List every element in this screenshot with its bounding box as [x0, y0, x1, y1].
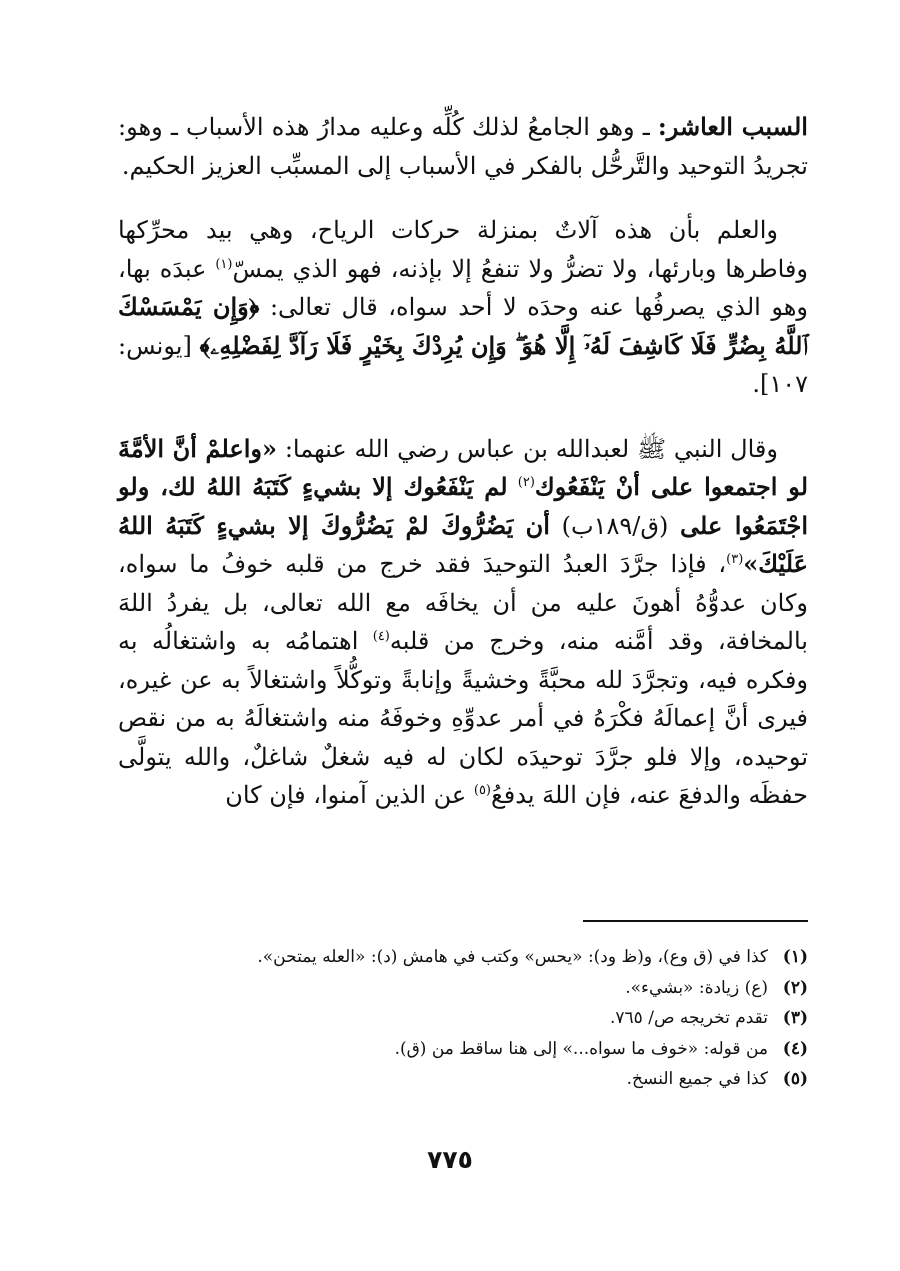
footnote-text: كذا في جميع النسخ.: [626, 1069, 768, 1089]
page-body: [118, 108, 809, 1089]
footnote-number: (١): [782, 947, 808, 967]
footnote-ref-5[interactable]: (٥): [473, 783, 491, 798]
paragraph-knowledge: [118, 211, 808, 404]
footnote-text: (ع) زيادة: «بشيء».: [625, 977, 768, 998]
reason-ten-text: ـ وهو الجامعُ لذلك كُلِّه وعليه مدارُ هذه الأسباب ـ وهو: تجريدُ التوحيد والتَّرحُّل بالفكر في الأسباب إلى المسبِّب العزيز الحكيم.: [118, 113, 808, 180]
knowledge-text-1: والعلم بأن هذه آلاتٌ بمنزلة حركات الرياح، وهي بيد محرِّكها وفاطرها وبارئها، ولا تضرُّ ولا تنفعُ إلا بإذنه، فهو الذي يمسّ: [118, 216, 808, 283]
footnote-item: [118, 1003, 808, 1034]
manuscript-marker: (ق/١٨٩ب): [561, 511, 669, 540]
hadith-commentary-1: ، فإذا جرَّدَ العبدُ التوحيدَ فقد خرج من قلبه خوفُ ما سواه، وكان عدوُّهُ أهونَ عليه من أن يخافَه مع الله تعالى، بل يفردُ اللهَ بالمخافة، وقد أمَّنه منه، وخرج من قلبه: [118, 550, 808, 655]
hadith-text-2: لم يَنْفَعُوك إلا بشيءٍ كَتَبَهُ اللهُ لك، ولو اجْتَمَعُوا على: [118, 472, 808, 540]
verse-reference: [يونس: ١٠٧].: [118, 331, 808, 398]
footnote-item: [118, 973, 808, 1004]
footnote-text: كذا في (ق وع)، و(ظ ود): «يحس» وكتب في هامش (د): «العله يمتحن».: [257, 947, 768, 967]
knowledge-text-2: عبدَه بها، وهو الذي يصرفُها عنه وحدَه لا أحد سواه، قال تعالى:: [118, 254, 808, 321]
footnote-item: [118, 1034, 808, 1065]
footnotes-list: [118, 942, 808, 1095]
page-number: ٧٧٥: [427, 1145, 473, 1174]
footnote-item: [118, 942, 808, 973]
footnote-number: (٢): [782, 977, 808, 998]
hadith-text-1: «واعلمْ أنَّ الأمَّةَ لو اجتمعوا على أنْ يَنْفَعُوك: [118, 433, 809, 501]
hadith-text-3: أن يَضُرُّوكَ لمْ يَضُرُّوكَ إلا بشيءٍ كَتَبَهُ اللهُ عَلَيْكَ»: [118, 510, 808, 578]
hadith-intro: وقال النبي ﷺ لعبدالله بن عباس رضي الله عنهما:: [284, 434, 778, 463]
footnote-text: تقدم تخريجه ص/ ٧٦٥.: [610, 1008, 768, 1028]
footnote-text: من قوله: «خوف ما سواه...» إلى هنا ساقط من (ق).: [394, 1038, 768, 1059]
footnote-number: (٤): [782, 1038, 808, 1059]
footnote-ref-1[interactable]: (١): [215, 256, 233, 272]
hadith-commentary-2: اهتمامُه به واشتغالُه به وفكره فيه، وتجرَّدَ لله محبَّةً وخشيةً وإنابةً وتوكُّلاً واشتغالاً به عن غيره، فيرى أنَّ إعمالَهُ فكْرَهُ في أمر عدوِّهِ وخوفَهُ منه واشتغالَهُ به من نقص توحيده، وإلا فلو جرَّدَ توحيدَه لكان له فيه شغلٌ شاغلٌ، والله يتولَّى حفظَه والدفعَ عنه، فإن اللهَ يدفعُ: [118, 627, 809, 809]
footnote-divider: [583, 920, 808, 922]
footnote-ref-3[interactable]: (٣): [726, 552, 744, 567]
footnote-item: [118, 1064, 808, 1095]
footnote-number: (٣): [782, 1008, 808, 1028]
quran-verse: ﴿وَإِن يَمْسَسْكَ ٱللَّهُ بِضُرٍّ فَلَا كَاشِفَ لَهُۥٓ إِلَّا هُوَ ۖ وَإِن يُرِدْكَ بِخَيْرٍ فَلَا رَآدَّ لِفَضْلِهِۦ﴾: [118, 292, 808, 360]
footnote-ref-2[interactable]: (٢): [517, 475, 535, 490]
footnote-ref-4[interactable]: (٤): [372, 629, 390, 644]
paragraph-reason-ten: [118, 108, 808, 185]
paragraph-hadith: [118, 430, 808, 815]
footnote-number: (٥): [782, 1069, 808, 1089]
reason-ten-heading: السبب العاشر:: [657, 112, 808, 141]
hadith-commentary-3: عن الذين آمنوا، فإن كان: [225, 781, 467, 809]
